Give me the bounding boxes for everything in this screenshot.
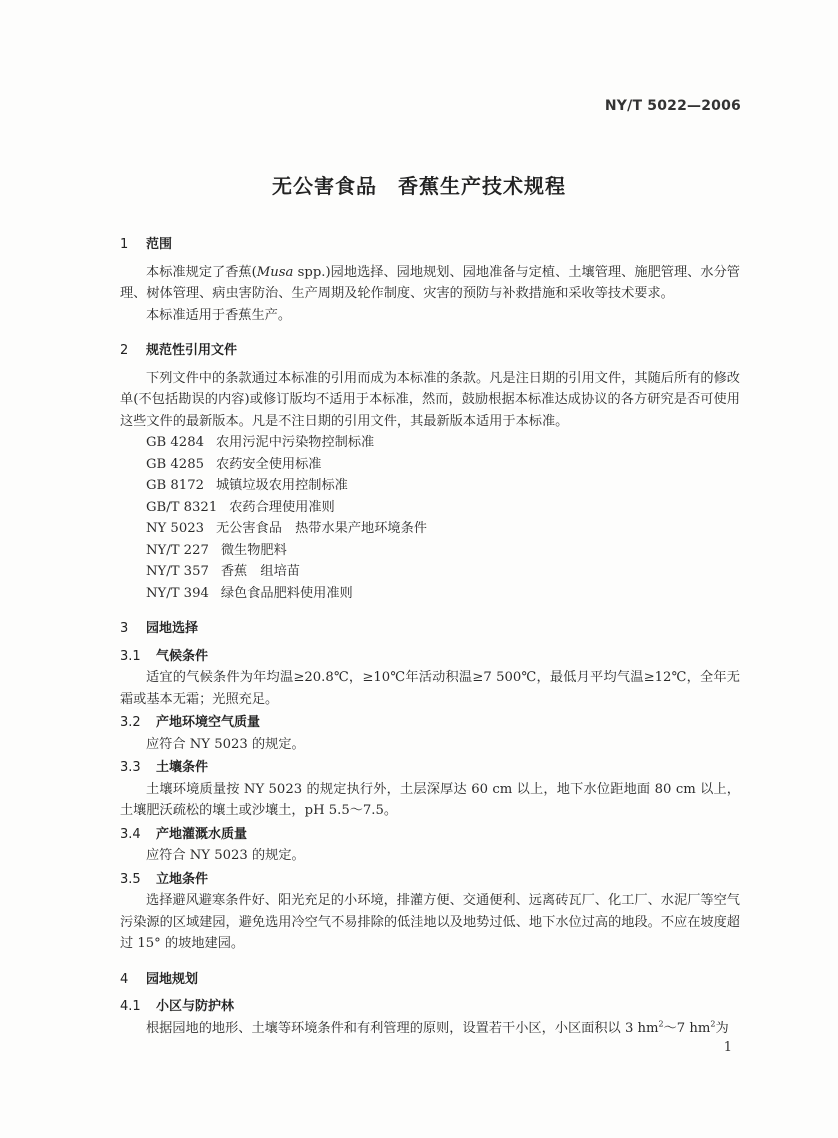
subsection-title: 小区与防护林	[156, 999, 235, 1014]
subsection-3-4-heading	[120, 824, 740, 846]
subsection-3-3-heading	[120, 757, 740, 779]
reference-item	[120, 432, 740, 454]
paragraph: 适宜的气候条件为年均温≥20.8℃，≥10℃年活动积温≥7 500℃，最低月平均气温≥12℃，全年无霜或基本无霜；光照充足。	[120, 670, 740, 707]
reference-code: NY/T 227	[146, 542, 209, 558]
reference-code: GB 4285	[146, 456, 204, 472]
reference-name: 农药安全使用标准	[215, 456, 322, 472]
document-title: 无公害食品 香蕉生产技术规程	[272, 174, 566, 198]
subsection-3-1-heading	[120, 646, 740, 668]
subsection-title: 产地环境空气质量	[156, 715, 261, 730]
reference-name: 农用污泥中污染物控制标准	[215, 435, 375, 450]
subsection-3-5-heading	[120, 869, 740, 891]
reference-name: 城镇垃圾农用控制标准	[215, 478, 348, 493]
reference-item	[120, 583, 740, 605]
subsection-4-1-heading	[120, 996, 740, 1018]
text-run: 为	[715, 1020, 729, 1036]
paragraph: 选择避风避寒条件好、阳光充足的小环境，排灌方便、交通便利、远离砖瓦厂、化工厂、水泥厂等空气污染源的区域建园，避免选用冷空气不易排除的低洼地以及地势过低、地下水位过高的地段。不应在坡度超过 15° 的坡地建园。	[120, 893, 740, 951]
section-title: 园地选择	[146, 621, 199, 636]
paragraph: 应符合 NY 5023 的规定。	[146, 848, 305, 863]
reference-list	[120, 432, 740, 604]
section-4-heading	[120, 969, 740, 991]
reference-code: GB/T 8321	[146, 499, 218, 515]
subsection-number: 3.4	[120, 826, 141, 842]
page-number: 1	[723, 1040, 732, 1055]
reference-name: 农药合理使用准则	[229, 499, 335, 515]
subsection-number: 3.5	[120, 871, 141, 887]
superscript: 2	[658, 1019, 664, 1029]
reference-item	[120, 540, 740, 562]
subsection-number: 4.1	[120, 999, 141, 1014]
subsection-title: 立地条件	[156, 871, 209, 887]
reference-item	[120, 475, 740, 497]
document-body	[120, 228, 740, 1039]
section-2-heading	[120, 340, 740, 362]
standard-code: NY/T 5022—2006	[604, 98, 741, 114]
subsection-number: 3.1	[120, 648, 141, 664]
subsection-title: 产地灌溉水质量	[156, 826, 248, 842]
reference-item	[120, 561, 740, 583]
reference-code: GB 8172	[146, 478, 204, 493]
section-number: 3	[120, 621, 129, 636]
reference-name: 香蕉 组培苗	[220, 564, 300, 579]
subsection-number: 3.2	[120, 715, 141, 730]
section-3-heading	[120, 618, 740, 640]
reference-code: NY 5023	[146, 521, 204, 536]
text-run: ～7 hm	[663, 1020, 711, 1036]
paragraph	[120, 1018, 740, 1040]
superscript: 2	[710, 1019, 716, 1029]
reference-name: 绿色食品肥料使用准则	[220, 585, 353, 601]
text-run: 本标准规定了香蕉(	[146, 264, 257, 280]
text-run: spp.)园地选择、园地规划、园地准备与定植、土壤管理、施肥管理、水分管理、树体管理、病虫害防治、生产周期及轮作制度、灾害的预防与补救措施和采收等技术要求。	[120, 264, 740, 301]
reference-code: GB 4284	[146, 435, 204, 450]
paragraph: 下列文件中的条款通过本标准的引用而成为本标准的条款。凡是注日期的引用文件，其随后所有的修改单(不包括勘误的内容)或修订版均不适用于本标准，然而，鼓励根据本标准达成协议的各方研究是否可使用这些文件的最新版本。凡是不注日期的引用文件，其最新版本适用于本标准。	[120, 370, 740, 429]
reference-name: 无公害食品 热带水果产地环境条件	[216, 521, 427, 536]
section-number: 2	[120, 343, 129, 358]
reference-code: NY/T 357	[146, 564, 209, 579]
paragraph: 土壤环境质量按 NY 5023 的规定执行外，土层深厚达 60 cm 以上，地下水位距地面 80 cm 以上，土壤肥沃疏松的壤土或沙壤土，pH 5.5～7.5。	[120, 781, 740, 818]
subsection-3-2-heading	[120, 712, 740, 734]
reference-item	[120, 497, 740, 519]
subsection-title: 土壤条件	[156, 760, 209, 775]
section-1-heading	[120, 234, 740, 256]
section-number: 4	[120, 971, 129, 987]
reference-name: 微生物肥料	[220, 542, 287, 558]
section-title: 园地规划	[146, 971, 199, 987]
paragraph: 应符合 NY 5023 的规定。	[146, 736, 305, 752]
reference-item	[120, 518, 740, 540]
italic-text: Musa	[256, 264, 294, 280]
section-title: 范围	[146, 237, 173, 252]
paragraph	[120, 262, 740, 305]
section-number: 1	[120, 237, 129, 252]
section-title: 规范性引用文件	[146, 343, 238, 358]
reference-item	[120, 454, 740, 476]
subsection-number: 3.3	[120, 760, 141, 775]
paragraph: 本标准适用于香蕉生产。	[146, 307, 292, 323]
subsection-title: 气候条件	[156, 648, 209, 664]
text-run: 根据园地的地形、土壤等环境条件和有利管理的原则，设置若干小区，小区面积以 3 hm	[146, 1020, 659, 1036]
reference-code: NY/T 394	[146, 585, 209, 601]
